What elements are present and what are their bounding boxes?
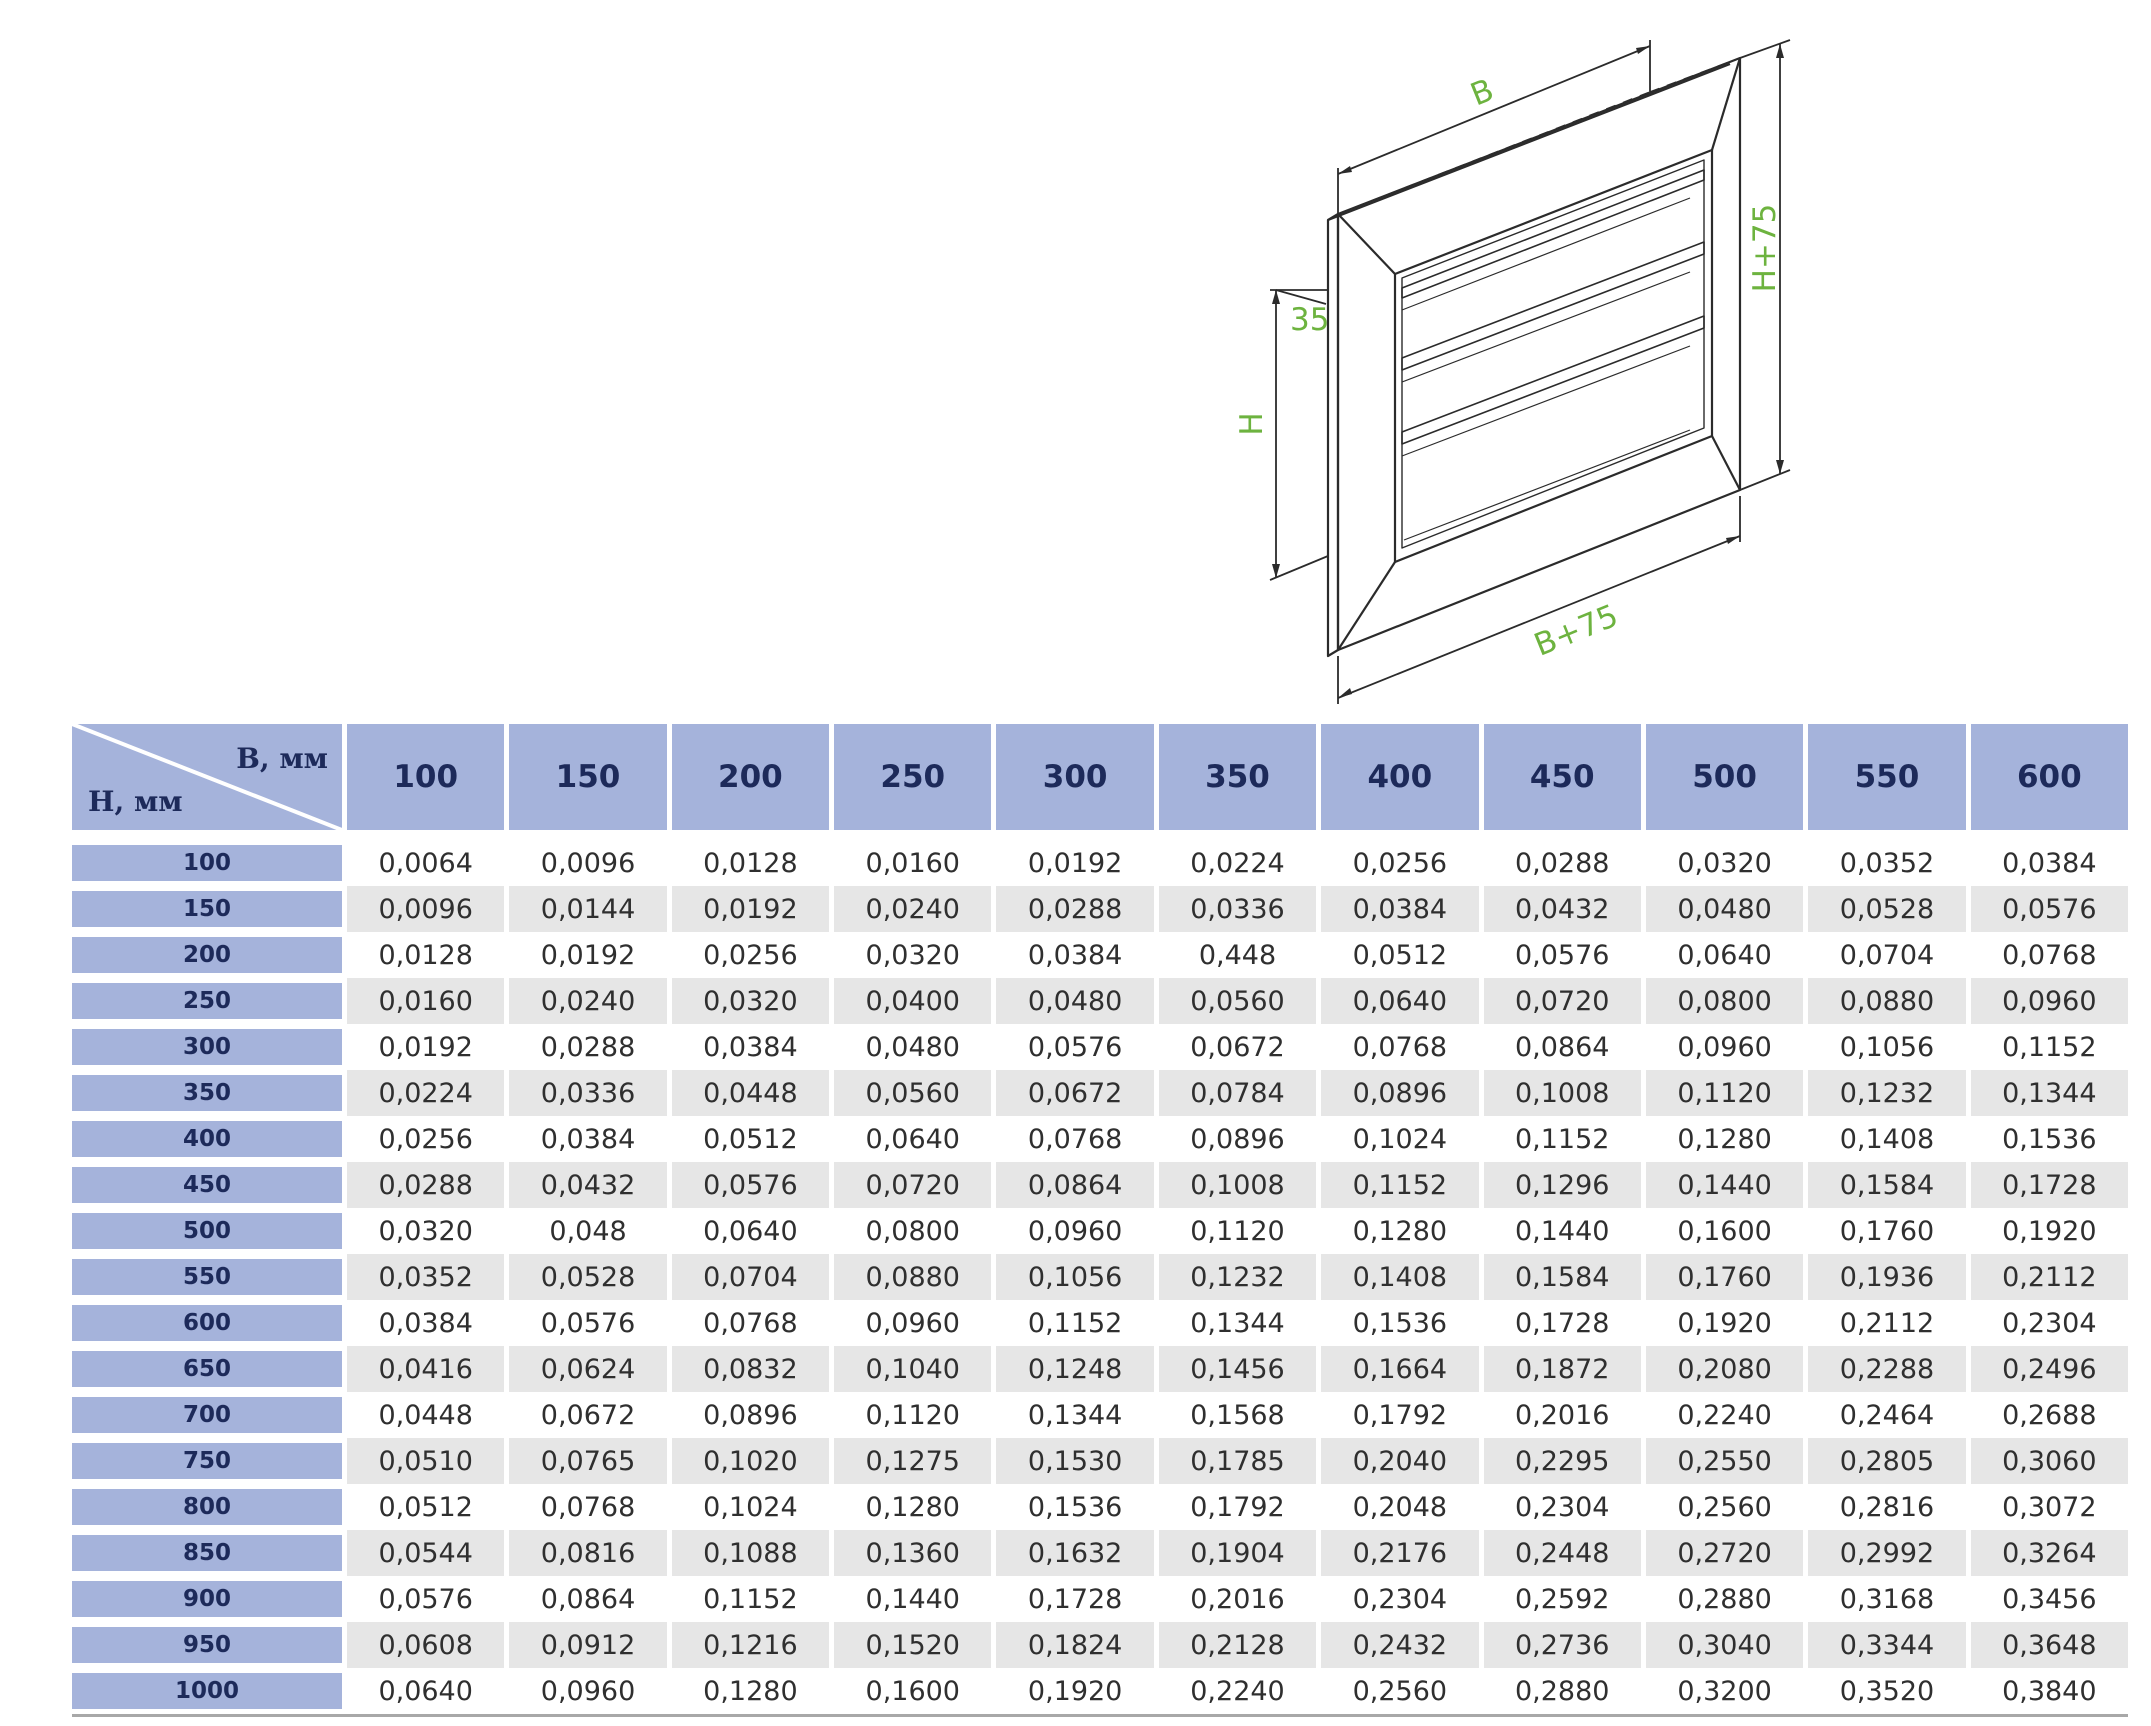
table-cell: 0,1408: [1321, 1254, 1478, 1300]
table-cell: 0,0576: [509, 1300, 666, 1346]
table-cell: 0,3344: [1808, 1622, 1965, 1668]
row-header: 1000: [72, 1673, 342, 1709]
table-cell: 0,3072: [1971, 1484, 2128, 1530]
table-cell: 0,0256: [1321, 840, 1478, 886]
table-cell: 0,1152: [996, 1300, 1153, 1346]
table-cell: 0,1904: [1159, 1530, 1316, 1576]
table-cell: 0,0384: [509, 1116, 666, 1162]
table-cell: 0,2560: [1321, 1668, 1478, 1714]
table-cell: 0,0768: [509, 1484, 666, 1530]
table-cell: 0,0510: [347, 1438, 504, 1484]
column-header: 550: [1808, 724, 1965, 830]
table-cell: 0,2176: [1321, 1530, 1478, 1576]
table-cell: 0,0096: [347, 886, 504, 932]
table-cell: 0,1792: [1321, 1392, 1478, 1438]
label-outer-width: B+75: [1529, 597, 1624, 664]
table-cell: 0,0160: [347, 978, 504, 1024]
table-cell: 0,2560: [1646, 1484, 1803, 1530]
table-cell: 0,0128: [347, 932, 504, 978]
table-cell: 0,0480: [996, 978, 1153, 1024]
table-cell: 0,0320: [347, 1208, 504, 1254]
grille-dimension-drawing: [1190, 20, 1830, 710]
table-cell: 0,2016: [1159, 1576, 1316, 1622]
table-cell: 0,0288: [996, 886, 1153, 932]
table-cell: 0,1344: [1971, 1070, 2128, 1116]
table-cell: 0,0352: [347, 1254, 504, 1300]
table-cell: 0,1280: [1321, 1208, 1478, 1254]
table-cell: 0,1872: [1484, 1346, 1641, 1392]
table-cell: 0,0192: [996, 840, 1153, 886]
table-cell: 0,1296: [1484, 1162, 1641, 1208]
table-cell: 0,1456: [1159, 1346, 1316, 1392]
table-cell: 0,0672: [996, 1070, 1153, 1116]
row-header: 600: [72, 1305, 342, 1341]
table-cell: 0,2295: [1484, 1438, 1641, 1484]
row-header: 150: [72, 891, 342, 927]
table-cell: 0,1664: [1321, 1346, 1478, 1392]
table-cell: 0,0880: [834, 1254, 991, 1300]
column-header: 100: [347, 724, 504, 830]
table-cell: 0,1120: [1159, 1208, 1316, 1254]
table-cell: 0,1020: [672, 1438, 829, 1484]
table-cell: 0,0640: [672, 1208, 829, 1254]
table-cell: 0,0704: [1808, 932, 1965, 978]
table-cell: 0,1440: [834, 1576, 991, 1622]
table-cell: 0,2816: [1808, 1484, 1965, 1530]
table-cell: 0,2688: [1971, 1392, 2128, 1438]
table-cell: 0,1760: [1808, 1208, 1965, 1254]
table-cell: 0,0576: [672, 1162, 829, 1208]
table-cell: 0,0640: [1321, 978, 1478, 1024]
table-cell: 0,0576: [1971, 886, 2128, 932]
table-cell: 0,0864: [1484, 1024, 1641, 1070]
table-cell: 0,0448: [347, 1392, 504, 1438]
table-cell: 0,1728: [1484, 1300, 1641, 1346]
table-cell: 0,048: [509, 1208, 666, 1254]
table-cell: 0,1920: [1646, 1300, 1803, 1346]
table-cell: 0,1920: [996, 1668, 1153, 1714]
table-cell: 0,0960: [509, 1668, 666, 1714]
table-cell: 0,1536: [1971, 1116, 2128, 1162]
table-cell: 0,0896: [1321, 1070, 1478, 1116]
row-header: 850: [72, 1535, 342, 1571]
table-cell: 0,1088: [672, 1530, 829, 1576]
row-header: 400: [72, 1121, 342, 1157]
table-cell: 0,2880: [1646, 1576, 1803, 1622]
table-cell: 0,2240: [1646, 1392, 1803, 1438]
table-cell: 0,1024: [672, 1484, 829, 1530]
table-cell: 0,0560: [834, 1070, 991, 1116]
flange-side: [1328, 214, 1338, 656]
table-cell: 0,1216: [672, 1622, 829, 1668]
free-area-table: [72, 724, 2128, 1717]
table-cell: 0,1280: [834, 1484, 991, 1530]
table-cell: 0,3168: [1808, 1576, 1965, 1622]
table-cell: 0,0640: [347, 1668, 504, 1714]
table-cell: 0,2048: [1321, 1484, 1478, 1530]
table-cell: 0,3200: [1646, 1668, 1803, 1714]
table-cell: 0,1152: [1971, 1024, 2128, 1070]
table-cell: 0,1280: [672, 1668, 829, 1714]
table-cell: 0,0480: [834, 1024, 991, 1070]
table-cell: 0,2432: [1321, 1622, 1478, 1668]
table-cell: 0,0352: [1808, 840, 1965, 886]
table-cell: 0,0240: [509, 978, 666, 1024]
row-header: 700: [72, 1397, 342, 1433]
table-cell: 0,1344: [996, 1392, 1153, 1438]
table-cell: 0,0320: [1646, 840, 1803, 886]
table-cell: 0,2880: [1484, 1668, 1641, 1714]
table-cell: 0,0800: [834, 1208, 991, 1254]
table-cell: 0,1440: [1484, 1208, 1641, 1254]
table-cell: 0,1152: [1484, 1116, 1641, 1162]
table-cell: 0,0576: [996, 1024, 1153, 1070]
table-cell: 0,0720: [834, 1162, 991, 1208]
table-cell: 0,2720: [1646, 1530, 1803, 1576]
column-header: 300: [996, 724, 1153, 830]
row-header: 300: [72, 1029, 342, 1065]
table-cell: 0,2496: [1971, 1346, 2128, 1392]
table-cell: 0,448: [1159, 932, 1316, 978]
table-cell: 0,1040: [834, 1346, 991, 1392]
table-cell: 0,0224: [347, 1070, 504, 1116]
table-cell: 0,0816: [509, 1530, 666, 1576]
table-cell: 0,1536: [996, 1484, 1153, 1530]
row-header: 250: [72, 983, 342, 1019]
table-cell: 0,0480: [1646, 886, 1803, 932]
column-header: 450: [1484, 724, 1641, 830]
table-cell: 0,2288: [1808, 1346, 1965, 1392]
table-cell: 0,0320: [834, 932, 991, 978]
table-cell: 0,0864: [509, 1576, 666, 1622]
table-cell: 0,3264: [1971, 1530, 2128, 1576]
table-cell: 0,0288: [1484, 840, 1641, 886]
table-cell: 0,0432: [509, 1162, 666, 1208]
table-cell: 0,1120: [834, 1392, 991, 1438]
row-header: 550: [72, 1259, 342, 1295]
table-cell: 0,0384: [1321, 886, 1478, 932]
table-cell: 0,0144: [509, 886, 666, 932]
table-cell: 0,0576: [1484, 932, 1641, 978]
table-cell: 0,0720: [1484, 978, 1641, 1024]
table-cell: 0,1568: [1159, 1392, 1316, 1438]
table-cell: 0,0256: [672, 932, 829, 978]
table-cell: 0,0448: [672, 1070, 829, 1116]
row-header: 750: [72, 1443, 342, 1479]
table-cell: 0,2128: [1159, 1622, 1316, 1668]
label-depth: 35: [1290, 302, 1330, 338]
row-header: 650: [72, 1351, 342, 1387]
table-cell: 0,1440: [1646, 1162, 1803, 1208]
table-cell: 0,1275: [834, 1438, 991, 1484]
table-cell: 0,0960: [1646, 1024, 1803, 1070]
row-header: 100: [72, 845, 342, 881]
table-cell: 0,3040: [1646, 1622, 1803, 1668]
table-cell: 0,0336: [1159, 886, 1316, 932]
table-cell: 0,1600: [834, 1668, 991, 1714]
table-cell: 0,0160: [834, 840, 991, 886]
column-header: 150: [509, 724, 666, 830]
table-cell: 0,0064: [347, 840, 504, 886]
table-cell: 0,0624: [509, 1346, 666, 1392]
table-grid: [72, 724, 2128, 1714]
table-cell: 0,0384: [1971, 840, 2128, 886]
table-cell: 0,0288: [509, 1024, 666, 1070]
table-cell: 0,0768: [1321, 1024, 1478, 1070]
table-cell: 0,1520: [834, 1622, 991, 1668]
table-cell: 0,0384: [347, 1300, 504, 1346]
table-cell: 0,0512: [347, 1484, 504, 1530]
table-cell: 0,2805: [1808, 1438, 1965, 1484]
table-cell: 0,2304: [1971, 1300, 2128, 1346]
table-cell: 0,0400: [834, 978, 991, 1024]
table-cell: 0,1584: [1808, 1162, 1965, 1208]
column-header: 250: [834, 724, 991, 830]
table-bottom-rule: [72, 1714, 2128, 1717]
table-cell: 0,2736: [1484, 1622, 1641, 1668]
table-cell: 0,0704: [672, 1254, 829, 1300]
table-cell: 0,3520: [1808, 1668, 1965, 1714]
column-header: 350: [1159, 724, 1316, 830]
row-header: 800: [72, 1489, 342, 1525]
table-cell: 0,0256: [347, 1116, 504, 1162]
table-cell: 0,2112: [1971, 1254, 2128, 1300]
table-cell: 0,0960: [834, 1300, 991, 1346]
table-cell: 0,0288: [347, 1162, 504, 1208]
table-cell: 0,1920: [1971, 1208, 2128, 1254]
table-cell: 0,2304: [1484, 1484, 1641, 1530]
table-cell: 0,0336: [509, 1070, 666, 1116]
table-cell: 0,0096: [509, 840, 666, 886]
table-cell: 0,0832: [672, 1346, 829, 1392]
table-cell: 0,1632: [996, 1530, 1153, 1576]
table-cell: 0,1248: [996, 1346, 1153, 1392]
table-cell: 0,3840: [1971, 1668, 2128, 1714]
table-cell: 0,2550: [1646, 1438, 1803, 1484]
table-cell: 0,1728: [996, 1576, 1153, 1622]
table-cell: 0,0864: [996, 1162, 1153, 1208]
table-cell: 0,1408: [1808, 1116, 1965, 1162]
table-cell: 0,2016: [1484, 1392, 1641, 1438]
table-cell: 0,0432: [1484, 886, 1641, 932]
table-cell: 0,1152: [1321, 1162, 1478, 1208]
table-cell: 0,0384: [996, 932, 1153, 978]
column-axis-label: B, мм: [236, 742, 328, 775]
table-cell: 0,1760: [1646, 1254, 1803, 1300]
table-cell: 0,0128: [672, 840, 829, 886]
table-cell: 0,2240: [1159, 1668, 1316, 1714]
table-cell: 0,0912: [509, 1622, 666, 1668]
table-cell: 0,0512: [1321, 932, 1478, 978]
label-outer-height: H+75: [1747, 203, 1783, 293]
row-header: 950: [72, 1627, 342, 1663]
table-cell: 0,2992: [1808, 1530, 1965, 1576]
table-cell: 0,3456: [1971, 1576, 2128, 1622]
table-cell: 0,0512: [672, 1116, 829, 1162]
table-cell: 0,0576: [347, 1576, 504, 1622]
table-cell: 0,2112: [1808, 1300, 1965, 1346]
table-cell: 0,0768: [1971, 932, 2128, 978]
table-cell: 0,0560: [1159, 978, 1316, 1024]
table-cell: 0,1360: [834, 1530, 991, 1576]
table-cell: 0,1792: [1159, 1484, 1316, 1530]
table-cell: 0,1024: [1321, 1116, 1478, 1162]
table-cell: 0,0896: [672, 1392, 829, 1438]
label-h: H: [1234, 412, 1270, 436]
table-cell: 0,1232: [1808, 1070, 1965, 1116]
table-cell: 0,0960: [1971, 978, 2128, 1024]
table-cell: 0,2592: [1484, 1576, 1641, 1622]
table-cell: 0,0544: [347, 1530, 504, 1576]
row-header: 450: [72, 1167, 342, 1203]
table-cell: 0,1530: [996, 1438, 1153, 1484]
table-cell: 0,2464: [1808, 1392, 1965, 1438]
table-corner-header: [72, 724, 342, 830]
row-header: 900: [72, 1581, 342, 1617]
row-header: 350: [72, 1075, 342, 1111]
table-cell: 0,1728: [1971, 1162, 2128, 1208]
table-cell: 0,0416: [347, 1346, 504, 1392]
table-cell: 0,2448: [1484, 1530, 1641, 1576]
table-cell: 0,0768: [996, 1116, 1153, 1162]
table-cell: 0,2304: [1321, 1576, 1478, 1622]
column-header: 600: [1971, 724, 2128, 830]
table-cell: 0,0528: [509, 1254, 666, 1300]
column-header: 500: [1646, 724, 1803, 830]
table-cell: 0,1344: [1159, 1300, 1316, 1346]
table-cell: 0,0640: [834, 1116, 991, 1162]
label-b: B: [1465, 72, 1499, 114]
table-cell: 0,0384: [672, 1024, 829, 1070]
row-header: 500: [72, 1213, 342, 1249]
table-cell: 0,1600: [1646, 1208, 1803, 1254]
table-cell: 0,0240: [834, 886, 991, 932]
column-header: 400: [1321, 724, 1478, 830]
table-cell: 0,1056: [996, 1254, 1153, 1300]
table-cell: 0,2080: [1646, 1346, 1803, 1392]
louvre-blades: [1402, 170, 1704, 540]
table-cell: 0,0192: [672, 886, 829, 932]
table-cell: 0,0192: [509, 932, 666, 978]
table-cell: 0,1536: [1321, 1300, 1478, 1346]
table-cell: 0,0528: [1808, 886, 1965, 932]
table-cell: 0,0784: [1159, 1070, 1316, 1116]
table-cell: 0,0765: [509, 1438, 666, 1484]
table-cell: 0,1008: [1159, 1162, 1316, 1208]
table-cell: 0,0320: [672, 978, 829, 1024]
table-cell: 0,3060: [1971, 1438, 2128, 1484]
table-cell: 0,0880: [1808, 978, 1965, 1024]
table-cell: 0,0608: [347, 1622, 504, 1668]
table-cell: 0,0224: [1159, 840, 1316, 886]
grille-isometric-sketch: [1190, 20, 1830, 710]
table-cell: 0,1008: [1484, 1070, 1641, 1116]
table-cell: 0,1584: [1484, 1254, 1641, 1300]
column-header: 200: [672, 724, 829, 830]
table-cell: 0,3648: [1971, 1622, 2128, 1668]
table-cell: 0,1152: [672, 1576, 829, 1622]
row-header: 200: [72, 937, 342, 973]
table-cell: 0,2040: [1321, 1438, 1478, 1484]
table-cell: 0,0896: [1159, 1116, 1316, 1162]
table-cell: 0,0800: [1646, 978, 1803, 1024]
table-cell: 0,0672: [509, 1392, 666, 1438]
table-cell: 0,1280: [1646, 1116, 1803, 1162]
table-cell: 0,1936: [1808, 1254, 1965, 1300]
table-cell: 0,0768: [672, 1300, 829, 1346]
table-cell: 0,1824: [996, 1622, 1153, 1668]
table-cell: 0,1785: [1159, 1438, 1316, 1484]
table-cell: 0,0672: [1159, 1024, 1316, 1070]
table-cell: 0,0960: [996, 1208, 1153, 1254]
table-cell: 0,1232: [1159, 1254, 1316, 1300]
table-cell: 0,1120: [1646, 1070, 1803, 1116]
table-cell: 0,0192: [347, 1024, 504, 1070]
table-cell: 0,0640: [1646, 932, 1803, 978]
table-cell: 0,1056: [1808, 1024, 1965, 1070]
row-axis-label: H, мм: [88, 785, 183, 818]
